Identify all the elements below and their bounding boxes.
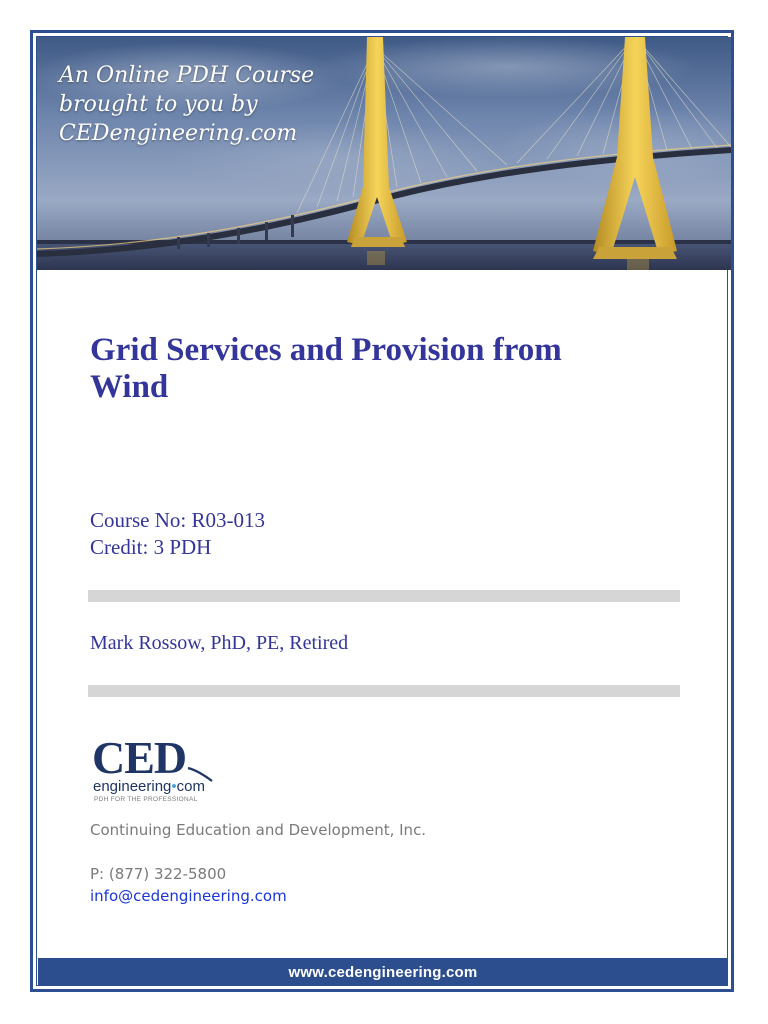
course-info [90, 507, 265, 561]
logo-wordmark: CED [92, 732, 187, 783]
logo-sub-right: com [176, 778, 206, 795]
banner-line-1: An Online PDH Course [59, 63, 315, 88]
course-title-line-2: Wind [90, 369, 169, 405]
footer-url[interactable]: www.cedengineering.com [288, 963, 478, 981]
course-number: Course No: R03-013 [90, 508, 265, 532]
logo-sub-dot: • [171, 778, 177, 795]
divider-bottom [88, 685, 680, 697]
divider-top [88, 590, 680, 602]
course-title [90, 332, 650, 406]
logo-subtext [93, 778, 205, 796]
course-title-line-1: Grid Services and Provision from [90, 332, 562, 368]
course-author: Mark Rossow, PhD, PE, Retired [90, 632, 349, 654]
banner-line-3: CEDengineering.com [59, 121, 298, 146]
logo-sub-left: engineering [93, 778, 172, 795]
banner-image [37, 37, 731, 270]
contact-phone: P: (877) 322-5800 [90, 865, 227, 883]
course-credit: Credit: 3 PDH [90, 535, 212, 559]
footer-bar [38, 958, 728, 986]
logo-tagline: PDH FOR THE PROFESSIONAL [94, 796, 198, 803]
company-name: Continuing Education and Development, Inc. [90, 821, 427, 839]
contact-email-link[interactable]: info@cedengineering.com [90, 887, 287, 905]
ced-logo [90, 732, 260, 808]
banner-caption [59, 61, 314, 148]
banner-line-2: brought to you by [59, 92, 258, 117]
